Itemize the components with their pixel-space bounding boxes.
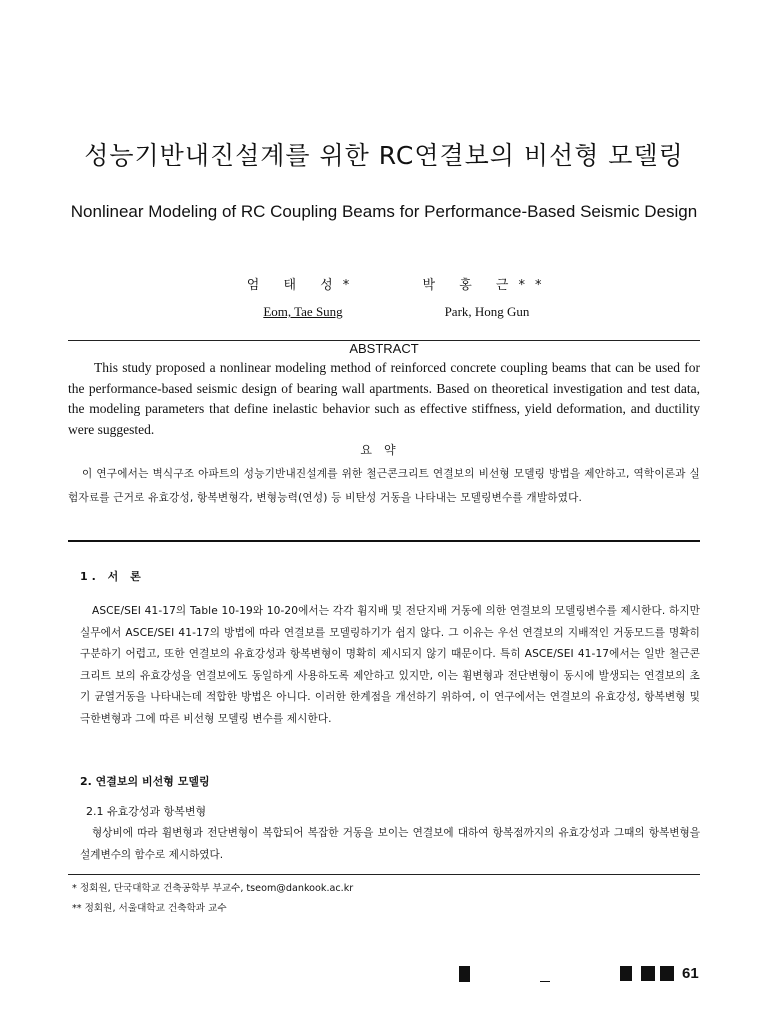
summary-text: 이 연구에서는 벽식구조 아파트의 성능기반내진설계를 위한 철근콘크리트 연결보의 비선형 모델링 방법을 제안하고, 역학이론과 실험자료를 근거로 유효강성, 항복변형각, 변형능력(연성) 등 비탄성 거동을 나타내는 모델링변수를 개발하였다. xyxy=(68,468,700,504)
author-2-english: Park, Hong Gun xyxy=(444,304,530,319)
footnote-rule xyxy=(68,874,700,875)
summary-heading: 요약 xyxy=(360,443,408,457)
footer-block-mark xyxy=(660,966,674,981)
page-number: 61 xyxy=(682,965,699,982)
footer-block-mark xyxy=(641,966,655,981)
footnote-2: ** 정회원, 서울대학교 건축학과 교수 xyxy=(72,903,227,914)
footer-block-mark xyxy=(620,966,632,981)
author-2 xyxy=(397,276,577,322)
section-1-text: ASCE/SEI 41-17의 Table 10-19와 10-20에서는 각각 휨지배 및 전단지배 거동에 의한 연결보의 모델링변수를 제시한다. 하지만 실무에서 ASCE/SEI 41-17의 방법에 따라 연결보를 모델링하기가 쉽지 않다. 그 이유는 우선 연결보의 지배적인 거동모드를 명확히 구분하기 어렵고, 또한 연결보의 유효강성과 항복변형이 명확히 제시되지 않기 때문이다. 특히 ASCE/SEI 41-17에서는 일반 철근콘크리트 보의 유효강성을 연결보에도 동일하게 사용하도록 제안하고 있지만, 이는 휨변형과 전단변형이 동시에 발생되는 연결보의 초기 균열거동을 나타내는데 적합한 방법은 아니다. 이러한 한계점을 개선하기 위하여, 이 연구에서는 연결보의 유효강성, 항복변형 및 극한변형과 그에 따른 비선형 모델링 변수를 제시한다. xyxy=(80,605,700,725)
author-1-korean: 엄 태 성* xyxy=(246,278,360,293)
author-2-korean: 박 홍 근** xyxy=(422,278,552,293)
abstract-heading: ABSTRACT xyxy=(349,341,419,356)
footer-dash-mark xyxy=(540,981,550,982)
section-1-heading: 1. 서 론 xyxy=(80,570,145,583)
author-1-english: Eom, Tae Sung xyxy=(263,304,343,319)
abstract-bottom-rule xyxy=(68,540,700,542)
subsection-2-1-text: 형상비에 따라 휨변형과 전단변형이 복합되어 복잡한 거동을 보이는 연결보에 대하여 항복점까지의 유효강성과 그때의 항복변형을 설계변수의 함수로 제시하였다. xyxy=(80,827,700,861)
abstract-text: This study proposed a nonlinear modeling method of reinforced concrete coupling beams that can be used for the performance-based seismic design of bearing wall apartments. Based on theoretical investigation and test data, the modeling parameters that define inelastic behavior such as effective stiffness, yield deformation, and ductility were suggested. xyxy=(68,360,700,437)
author-1 xyxy=(213,276,393,322)
section-2-heading: 2. 연결보의 비선형 모델링 xyxy=(80,775,210,788)
title-english: Nonlinear Modeling of RC Coupling Beams for Performance-Based Seismic Design xyxy=(70,202,698,221)
footnote-1: * 정회원, 단국대학교 건축공학부 부교수, tseom@dankook.ac.kr xyxy=(72,883,354,894)
footer-block-mark xyxy=(459,966,470,982)
subsection-2-1-heading: 2.1 유효강성과 항복변형 xyxy=(86,805,207,818)
title-korean: 성능기반내진설계를 위한 RC연결보의 비선형 모델링 xyxy=(84,141,684,170)
